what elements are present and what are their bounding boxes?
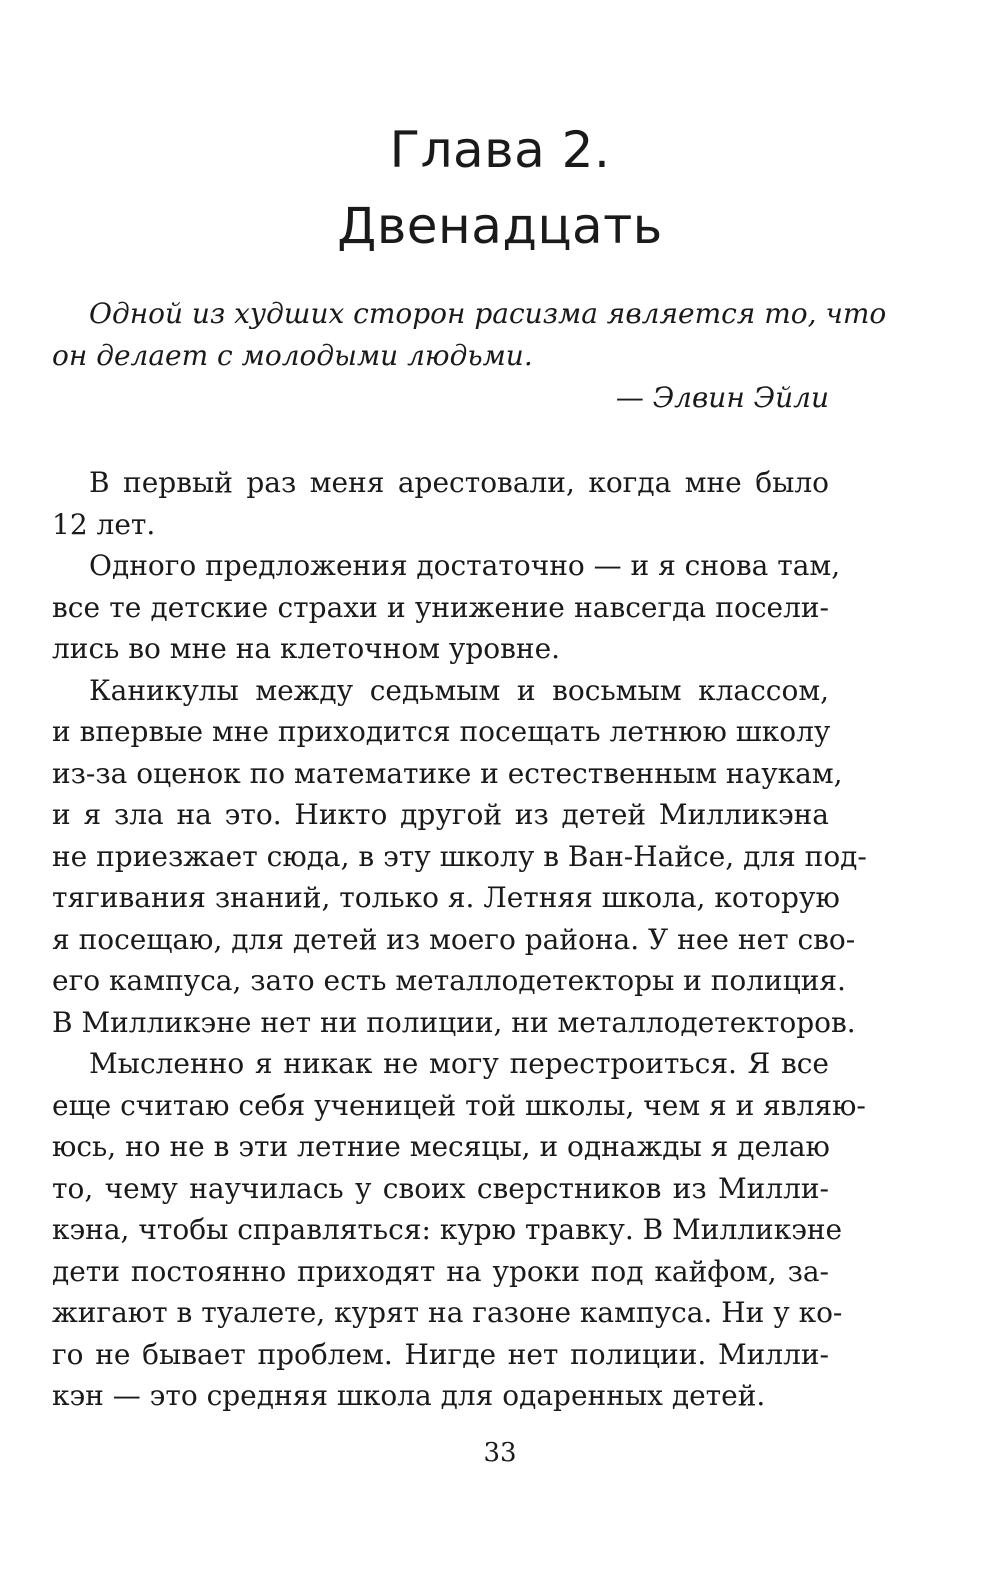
body-line: 12 лет. xyxy=(52,507,156,541)
epigraph xyxy=(52,293,887,419)
chapter-title-line-2: Двенадцать xyxy=(337,197,663,255)
body-line: то, чему научилась у своих сверстников из Милли- xyxy=(52,1171,829,1205)
body-line: и я зла на это. Никто другой из детей Милликэна xyxy=(52,798,829,831)
body-line: дети постоянно приходят на уроки под кайфом, за- xyxy=(52,1254,829,1288)
body-line: го не бывает проблем. Нигде нет полиции. Милли- xyxy=(52,1337,829,1371)
epigraph-author: — Элвин Эйли xyxy=(615,381,829,414)
page-number: 33 xyxy=(483,1438,517,1468)
body-line: юсь, но не в эти летние месяцы, и однажды я делаю xyxy=(52,1130,830,1163)
body-line: его кампуса, зато есть металлодетекторы и полиция. xyxy=(52,964,846,997)
body-line: жигают в туалете, курят на газоне кампуса. Ни у ко- xyxy=(52,1296,843,1329)
body-line: я посещаю, для детей из моего района. У нее нет сво- xyxy=(52,922,856,956)
body-line: кэн — это средняя школа для одаренных детей. xyxy=(52,1379,766,1412)
chapter-title-line-1: Глава 2. xyxy=(389,121,611,179)
body-line: не приезжает сюда, в эту школу в Ван-Найсе, для под- xyxy=(52,839,867,873)
body-line: В первый раз меня арестовали, когда мне было xyxy=(89,466,829,499)
body-line: Мысленно я никак не могу перестроиться. Я все xyxy=(89,1047,829,1080)
body-line: Одного предложения достаточно — и я снова там, xyxy=(89,549,841,582)
body-line: тягивания знаний, только я. Летняя школа, которую xyxy=(52,881,840,914)
body-line: кэна, чтобы справляться: курю травку. В Милликэне xyxy=(52,1213,843,1246)
epigraph-line: Одной из худших сторон расизма является то, что xyxy=(89,297,887,330)
body-text xyxy=(52,462,867,1417)
body-line: В Милликэне нет ни полиции, ни металлодетекторов. xyxy=(52,1005,856,1039)
body-line: Каникулы между седьмым и восьмым классом, xyxy=(89,673,829,707)
body-line: и впервые мне приходится посещать летнюю школу xyxy=(52,715,831,748)
body-line: из-за оценок по математике и естественным наукам, xyxy=(52,756,843,790)
chapter-title xyxy=(0,112,1000,264)
body-line: все те детские страхи и унижение навсегда посели- xyxy=(52,590,829,624)
body-line: еще считаю себя ученицей той школы, чем я и являю- xyxy=(52,1088,866,1122)
epigraph-line: он делает с молодыми людьми. xyxy=(52,339,533,372)
body-line: лись во мне на клеточном уровне. xyxy=(52,632,561,665)
